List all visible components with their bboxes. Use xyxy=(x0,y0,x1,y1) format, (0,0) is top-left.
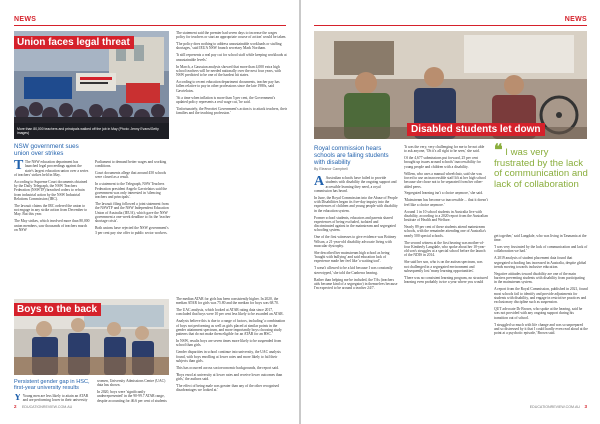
left-page xyxy=(0,0,299,424)
paragraph: women, University Admissions Centre (UAC) data has shown. xyxy=(97,379,166,388)
paragraph: 'It still represents a real pay cut for school staff while keeping workloads at unsustainable levels.' xyxy=(176,53,287,62)
paragraph: Analysts believe this is due to a range of factors, including 'a combination of boys not performing as well as girls placed at similar points in the gender attainment spectrum, and more importantly boys choosing study patterns that do not make them eligible for an ATAR for an HSC.' xyxy=(176,319,286,337)
drop-cap: A xyxy=(314,176,325,189)
paragraph: Nearly 89 per cent of these students attend mainstream schools, with the remainder attending one of Australia's nearly 500 special schools. xyxy=(404,225,486,238)
header-rule xyxy=(14,25,286,26)
paragraph: 'The effect of being male was greater than any of the other recognised disadvantages we looked at.' xyxy=(176,383,279,393)
banner-disabled-students: Disabled students let down xyxy=(407,123,545,136)
protest-photo xyxy=(14,31,169,139)
headline-gender-gap: Persistent gender gap in HSC, first-year university results xyxy=(14,379,90,392)
banner-boys-back: Boys to the back xyxy=(14,303,101,316)
section-label: NEWS xyxy=(14,16,37,23)
header-rule xyxy=(314,25,587,26)
paragraph: 'I wasn't allowed to be a kid because I was constantly stereotyped,' she told the Canberra hearing. xyxy=(314,266,393,275)
paragraph: Around 1 in 10 school students in Australia live with disability, according to a 2020 report from the Australian Institute of Health and Welfare. xyxy=(404,209,488,223)
paragraph: Gender disparities in school continue into university, the UAC analysis found, with boys enrolling at lower rates and more likely to fail their subjects than girls. xyxy=(176,350,281,363)
article-column-6 xyxy=(176,297,287,401)
paragraph: Y Young men are less likely to attain an ATAR and are performing lower in their university xyxy=(14,394,89,402)
paragraph: The May strikes, which involved more than 80,000 union members, saw thousands of teachers march on NSW xyxy=(14,219,90,232)
paragraph: The statement said the premier had seven days to increase the wages policy for teachers or start an appropriate course of action' would be taken. xyxy=(176,31,287,40)
paragraph: According to Supreme Court documents obtained by the Daily Telegraph, the NSW Teachers Federation (NSWTF) breached orders to refrain from industrial action by the NSW Industrial Relations Commission (IRC). xyxy=(14,179,88,201)
paragraph: One of the first witnesses to give evidence was Brittney Wilson, a 21-year-old disability advocate living with muscular dystrophy. xyxy=(314,235,397,248)
paragraph: In March, a Gaussian analysis showed that more than 4,000 extra high school teachers will be needed nationally over the next four years, with NSW predicted to be one of the hardest hit states. xyxy=(176,64,282,78)
article-column-4 xyxy=(14,394,92,402)
photo-caption: More than 80,000 teachers and principals walked off the job in May (Photo: Jenny Evans/Getty images) xyxy=(17,127,159,135)
paragraph: The UAC analysis, which looked at ATAR rating data since 2017, concluded that boys were 10 per cent less likely to be awarded an ATAR. xyxy=(176,308,284,317)
paragraph: get together,' said Langdale, who was living in Tasmania at the time. xyxy=(494,234,587,243)
paragraph: A Australian schools have failed to provide students with disability the ongoing support and accessible learning they need, a royal commission has heard. xyxy=(314,176,397,193)
paragraph: 'Mainstream has become so inaccessible ... that it doesn't feel like a choice anymore.' xyxy=(404,198,488,207)
paragraph: 'Segregated learning isn't a choice anymore,' she said. xyxy=(404,191,484,196)
right-page xyxy=(301,0,600,424)
article-column-3 xyxy=(176,31,287,293)
paragraph: 'Unfortunately, the Perrottet Government's action is to attack teachers, their families and the teaching profession.' xyxy=(176,106,287,116)
drop-cap: Y xyxy=(14,394,22,402)
classroom-photo xyxy=(14,299,169,375)
byline: By Eleanor Campbell xyxy=(314,167,348,171)
headline-strikes: NSW government sues union over strikes xyxy=(14,143,79,157)
article-column-5 xyxy=(97,379,171,403)
paragraph: Parliament to demand better wages and working conditions. xyxy=(95,160,167,169)
paragraph: The median ATAR for girls has been consistently higher. In 2020, the median ATAR for girls was 75.80 and the median for boys was 68.70. xyxy=(176,297,279,306)
footer-url: EDUCATIONREVIEW.COM.AU xyxy=(529,405,580,409)
paragraph: 'The policy does nothing to address unsustainable workloads or staffing shortages,' said IEUA NSW branch secretary Mark Northam. xyxy=(176,42,282,51)
headline-royal-commission: Royal commission hears schools are failing students with disability xyxy=(314,145,389,166)
paragraph: 'At a time when inflation is more than 5 per cent, the Government's updated policy represents a real wage cut,' he said. xyxy=(176,95,276,104)
paragraph: QUT advocate Dr Brown, who spoke at the hearing, said he was not provided with any ongoing support during his transition out of school. xyxy=(494,307,583,320)
paragraph: A report from the Royal Commission, published in 2021, found most schools fail to identify and provide adjustments for students with disability, and engage in restrictive practices and exclusionary discipline such as suspension. xyxy=(494,287,588,305)
footer-url: EDUCATIONREVIEW.COM.AU xyxy=(22,405,73,409)
paragraph: 'It was the very, very challenging for me to be not able to ask anyone, 'Oh it's all right to be seen,' she said. xyxy=(404,145,485,154)
paragraph: Of the 4,677 submissions put forward, 25 per cent brought up issues around schools' inaccessibility for young people and children with a disability. xyxy=(404,156,481,169)
paragraph: This has occurred across socioeconomic backgrounds, the report said. xyxy=(176,365,280,370)
paragraph: Both unions have rejected the NSW government's 3 per cent pay rise offer to public sector workers. xyxy=(95,226,169,235)
article-column-2 xyxy=(404,145,488,400)
paragraph: She said her son, who is on the autism spectrum, was not challenged in a segregated environment and subsequently lost 'many learning opportunities'. xyxy=(404,260,483,273)
paragraph: According to recent education department documents, teacher pay has fallen relative to pay in other professions since the late 1980s, said Gavrielatos. xyxy=(176,80,280,93)
paragraph: Negative attitudes toward disability are one of the main barriers preventing students with disability from participating in the mainstream system. xyxy=(494,271,585,285)
page-number: 3 xyxy=(584,404,587,409)
paragraph: She described her mainstream high school as being 'fraught with bullying' and said education lack of experience made her feel like 'a waiting tool'. xyxy=(314,250,390,264)
drop-cap: T xyxy=(14,160,24,173)
paragraph: Willem, who uses a manual wheelchair, said she was forced to use an inaccessible staff lift at her high school because she chose not to be separated from her other-abled peers. xyxy=(404,171,487,189)
paragraph: The lawsuit filing followed a joint statement from the NSWTF and the NSW Independent Education Union of Australia (IEUA), which gave the NSW government a one-week deadline to fix the 'teacher shortage crisis'. xyxy=(95,202,171,224)
section-label: NEWS xyxy=(564,16,587,23)
article-column-3 xyxy=(494,234,588,400)
paragraph: 'Boys enrol at university at lower rates and receive lower outcomes than girls,' the authors said. xyxy=(176,372,283,382)
students-photo xyxy=(314,31,587,139)
paragraph: In a statement to the Telegraph, NSW Teachers Federation president Angelo Gavrielatos said the government was only interested in 'silencing teachers and principals'. xyxy=(95,182,167,200)
article-column-1 xyxy=(314,176,398,400)
paragraph: Rather than helping me be included, the TAs (teachers aids became kind of a segregator) in themselves because I'm expected to be around a teacher 24/7. xyxy=(314,277,398,291)
page-number: 2 xyxy=(14,404,17,409)
paragraph: 'I struggled so much with life change and was so unprepared and so distressed by it that I could hardly even read aloud at the point at a psychotic episode,' Brown said. xyxy=(494,322,588,336)
paragraph: Court documents allege that around 450 schools were closed as a result. xyxy=(95,171,167,180)
banner-union-legal: Union faces legal threat xyxy=(14,36,134,49)
paragraph: In 2020, boys were 'significantly underrepresented' in the 90-99.7 ATAR range, despite accounting for 46.6 per cent of students xyxy=(97,390,167,403)
paragraph: 'There was no consistent learning program, no structured learning even probably twice a year where you would xyxy=(404,275,488,285)
paragraph: The lawsuit claims the IRC ordered the union to not engage in any strike action from December to May. But this year. xyxy=(14,203,88,217)
pull-quote: ❝ I was very frustrated by the lack of communication and lack of collaboration xyxy=(494,142,588,190)
paragraph: A 2019 analysis of student placement data found that segregated schooling has increased in Australia, despite global trends moving towards inclusive education. xyxy=(494,256,587,269)
article-column-2 xyxy=(95,160,171,300)
paragraph: In June, the Royal Commission into the Abuse of People with Disabilities began its five-day inquiry into the experiences of children and young people with disability in the education system. xyxy=(314,195,398,213)
paragraph: In NSW, results boys are seven times more likely to be suspended from school than girls. xyxy=(176,339,282,348)
paragraph: The second witness at the first hearing was mother-of-four Kimberly Langdale, who spoke about her 10-year-old son's struggles at a special school before the launch of the NDIS in 2014. xyxy=(404,240,486,258)
quote-mark-icon: ❝ xyxy=(494,142,503,159)
paragraph: T The NSW education department has launched legal proceedings against the state's largest education union over a series of teachers' strikes held in May. xyxy=(14,160,89,177)
paragraph: Former school students, educators and parents shared experiences of being excluded, isolated and discriminated against in the mainstream and segregated schooling system. xyxy=(314,215,396,233)
article-column-1 xyxy=(14,160,90,300)
paragraph: 'I was very frustrated by the lack of communication and lack of collaboration we had.' xyxy=(494,245,588,254)
